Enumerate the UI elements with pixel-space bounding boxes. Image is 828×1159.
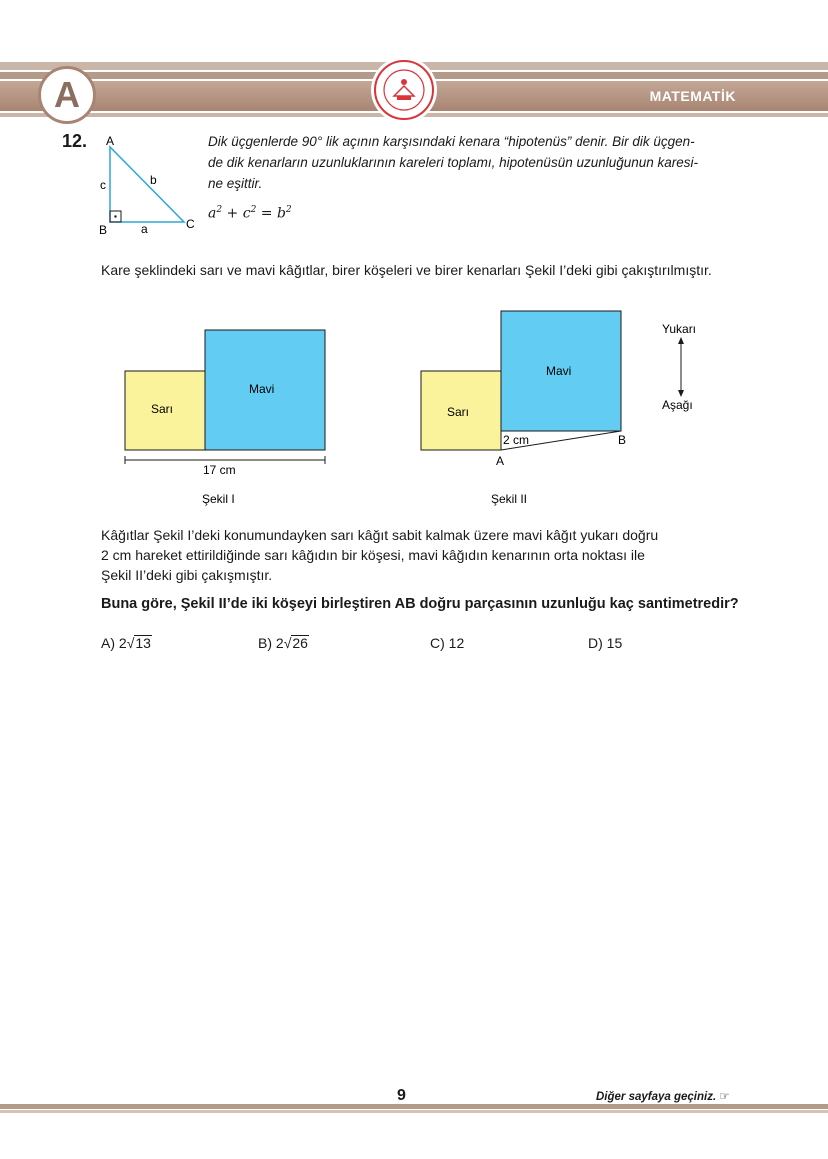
pointing-hand-icon: ☞ [719, 1091, 730, 1103]
point-b-label: B [618, 433, 627, 447]
triangle-vertex-c: C [186, 217, 195, 231]
point-a-label: A [496, 454, 505, 468]
subject-title: MATEMATİK [649, 88, 736, 104]
figure-two [412, 304, 642, 510]
question-number: 12. [62, 131, 88, 151]
triangle-side-c: c [100, 178, 106, 192]
triangle-side-a: a [141, 222, 148, 236]
question-prompt: Buna göre, Şekil II’de iki köşeyi birleştiren AB doğru parçasının uzunluğu kaç santimetredir? [101, 596, 739, 612]
footer-band [0, 1104, 828, 1109]
pythagorean-formula: $a^2 + c^2 = b^2$ [208, 205, 292, 222]
right-triangle-figure [96, 134, 202, 236]
blue-label: Mavi [249, 382, 275, 396]
triangle-vertex-b: B [99, 223, 108, 236]
down-arrow-icon [678, 390, 684, 397]
triangle-vertex-a: A [106, 134, 115, 148]
blue-label: Mavi [546, 364, 572, 378]
direction-indicator [656, 318, 706, 416]
hypotenuse-info [208, 131, 753, 194]
shift-label: 2 cm [503, 433, 530, 447]
next-page-note: Diğer sayfaya geçiniz. ☞ [596, 1091, 730, 1103]
page-number: 9 [397, 1087, 406, 1104]
triangle-side-b: b [150, 173, 157, 187]
ministry-seal-icon [370, 56, 438, 124]
option-c[interactable]: C) 12 [430, 635, 465, 651]
booklet-letter-badge: A [38, 66, 96, 124]
info-line: ne eşittir. [208, 176, 263, 191]
info-line: de dik kenarların uzunluklarının kareleri toplamı, hipotenüsün uzunluğunun karesi- [208, 155, 699, 170]
figure-one [118, 320, 338, 510]
paragraph-line: Kâğıtlar Şekil I’deki konumundayken sarı kâğıt sabit kalmak üzere mavi kâğıt yukarı doğru [101, 527, 659, 543]
yellow-label: Sarı [151, 402, 174, 416]
option-a[interactable]: A) 2√13 [101, 635, 151, 651]
paragraph-line: 2 cm hareket ettirildiğinde sarı kâğıdın bir köşesi, mavi kâğıdın kenarının orta noktası ile [101, 547, 645, 563]
movement-description [101, 525, 751, 585]
up-label: Yukarı [662, 322, 697, 336]
down-label: Aşağı [662, 398, 693, 412]
width-label: 17 cm [203, 463, 236, 477]
figure-one-caption: Şekil I [202, 492, 235, 506]
option-d[interactable]: D) 15 [588, 635, 623, 651]
footer-band-light [0, 1110, 828, 1113]
intro-text: Kare şeklindeki sarı ve mavi kâğıtlar, birer köşeleri ve birer kenarları Şekil I’deki gibi çakıştırılmıştır. [101, 262, 712, 278]
up-arrow-icon [678, 337, 684, 344]
paragraph-line: Şekil II’deki gibi çakışmıştır. [101, 567, 273, 583]
option-b[interactable]: B) 2√26 [258, 635, 308, 651]
right-angle-dot [114, 215, 116, 217]
yellow-label: Sarı [447, 405, 470, 419]
info-line: Dik üçgenlerde 90° lik açının karşısındaki kenara “hipotenüs” denir. Bir dik üçgen- [208, 134, 695, 149]
figure-two-caption: Şekil II [491, 492, 528, 506]
